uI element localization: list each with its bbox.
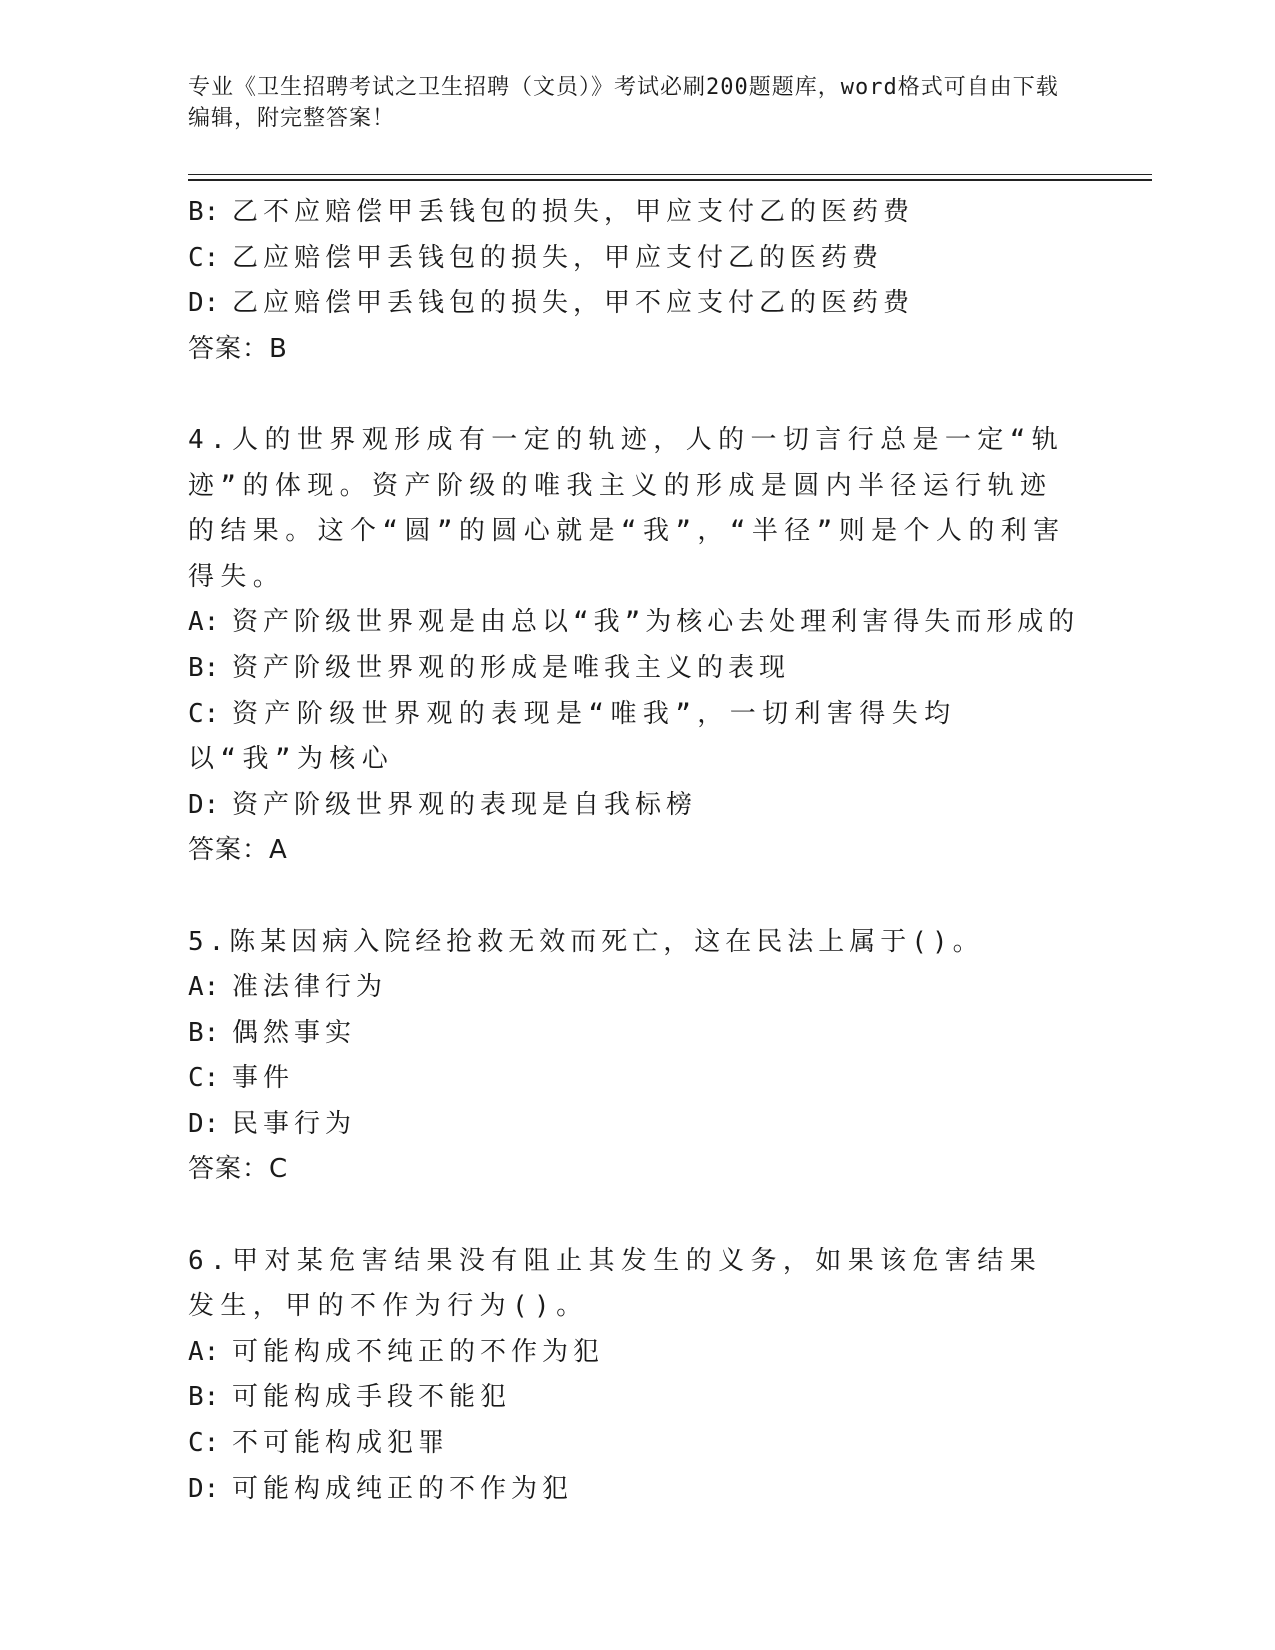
option-b [188, 646, 1158, 692]
option-text: 准法律行为 [232, 972, 388, 1003]
question-6 [188, 1239, 1158, 1513]
document-header: 专业《卫生招聘考试之卫生招聘（文员）》考试必刷200题题库，word格式可自由下载编辑，附完整答案！ [188, 75, 1059, 131]
option-label: C: [188, 698, 220, 729]
option-label: D: [188, 1473, 220, 1504]
option-text: 资产阶级世界观的形成是唯我主义的表现 [232, 652, 791, 683]
option-label: B: [188, 1017, 220, 1048]
option-label: B: [188, 197, 220, 227]
header-divider [188, 174, 1152, 181]
option-label: C: [188, 1428, 220, 1459]
question-stem: 4.人的世界观形成有一定的轨迹，人的一切言行总是一定“轨迹”的体现。资产阶级的唯我主义的形成是圆内半径运行轨迹的结果。这个“圆”的圆心就是“我”，“半径”则是个人的利害得失。 [188, 424, 1066, 592]
option-text: 偶然事实 [232, 1017, 357, 1048]
option-text: 资产阶级世界观的表现是自我标榜 [232, 789, 698, 820]
option-d [188, 783, 1158, 829]
option-c [188, 236, 1158, 282]
option-label: B: [188, 652, 220, 683]
option-a [188, 1330, 1158, 1376]
spacer [188, 874, 1158, 920]
option-text: 事件 [232, 1063, 295, 1094]
option-d [188, 1467, 1158, 1513]
option-text: 资产阶级世界观是由总以“我”为核心去处理利害得失而形成的 [232, 607, 1080, 638]
spacer [188, 372, 1158, 418]
option-text: 乙不应赔偿甲丢钱包的损失，甲应支付乙的医药费 [232, 197, 915, 227]
question-3 [188, 190, 1158, 372]
option-a [188, 600, 1158, 646]
document-body [188, 190, 1158, 1512]
option-label: A: [188, 607, 220, 638]
question-stem: 5.陈某因病入院经抢救无效而死亡，这在民法上属于()。 [188, 926, 984, 957]
question-5 [188, 920, 1158, 1194]
option-text: 乙应赔偿甲丢钱包的损失，甲应支付乙的医药费 [232, 242, 884, 273]
option-label: B: [188, 1382, 220, 1413]
option-label: D: [188, 1108, 220, 1139]
answer: 答案：C [188, 1154, 289, 1185]
option-a [188, 965, 1158, 1011]
question-4 [188, 418, 1158, 874]
option-c [188, 1421, 1158, 1467]
option-b [188, 1375, 1158, 1421]
option-text: 乙应赔偿甲丢钱包的损失，甲不应支付乙的医药费 [232, 288, 915, 319]
option-label: D: [188, 789, 220, 820]
option-label: A: [188, 1336, 220, 1367]
option-c [188, 692, 1068, 783]
option-b [188, 1011, 1158, 1057]
spacer [188, 1193, 1158, 1239]
option-text: 不可能构成犯罪 [232, 1428, 450, 1459]
option-label: D: [188, 288, 220, 319]
answer: 答案：B [188, 333, 288, 364]
option-d [188, 1102, 1158, 1148]
document-page [188, 72, 1158, 1512]
option-d [188, 281, 1158, 327]
question-stem: 6.甲对某危害结果没有阻止其发生的义务，如果该危害结果发生，甲的不作为行为()。 [188, 1245, 1043, 1322]
option-text: 可能构成手段不能犯 [232, 1382, 512, 1413]
option-text: 资产阶级世界观的表现是“唯我”，一切利害得失均以“我”为核心 [188, 698, 957, 775]
answer: 答案：A [188, 835, 288, 866]
option-text: 可能构成纯正的不作为犯 [232, 1473, 574, 1504]
option-label: C: [188, 1063, 220, 1094]
option-label: A: [188, 972, 220, 1003]
option-text: 民事行为 [232, 1108, 357, 1139]
option-label: C: [188, 242, 220, 273]
option-b [188, 190, 1158, 236]
option-text: 可能构成不纯正的不作为犯 [232, 1336, 605, 1367]
option-c [188, 1056, 1158, 1102]
